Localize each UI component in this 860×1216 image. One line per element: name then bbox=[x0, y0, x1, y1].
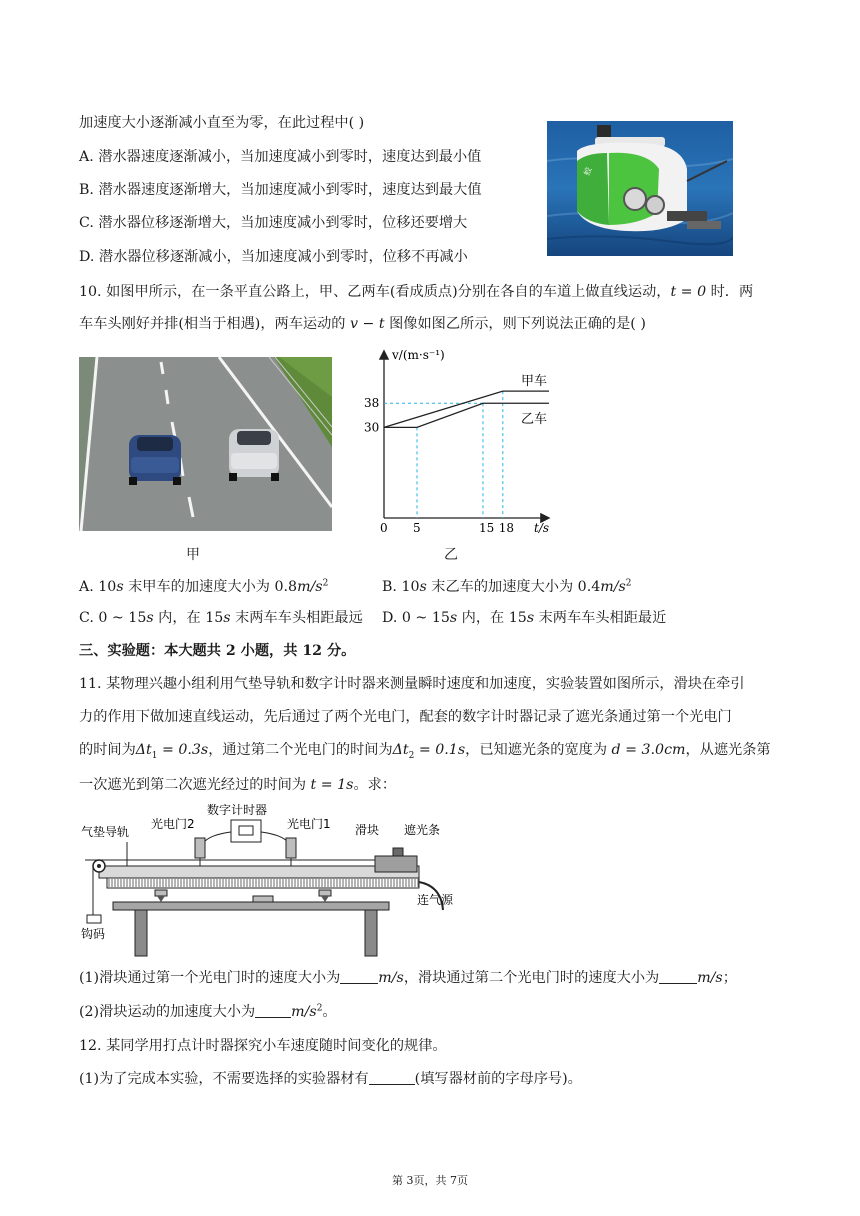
shading-strip bbox=[393, 848, 403, 856]
q10-option-b: B. 10s 末乙车的加速度大小为 $0.4m/s^2$ bbox=[382, 578, 632, 595]
x-tick-15: 15 bbox=[479, 521, 495, 534]
q11-line2: 力的作用下做加速直线运动，先后通过了两个光电门，配套的数字计时器记录了遮光条通过第一个光电门 bbox=[79, 709, 732, 725]
caption-yi: 乙 bbox=[444, 547, 458, 563]
photo-gate-2 bbox=[195, 838, 205, 858]
series-label-yi: 乙车 bbox=[521, 412, 548, 428]
x-axis-label: t/s bbox=[534, 521, 550, 534]
q10-option-d: D. 0 ~ 15s 内，在 15s 末两车车头相距最近 bbox=[382, 610, 667, 626]
q11-line3: 的时间为$\Delta t_1 = 0.3s$，通过第二个光电门的时间为$\Delta t_2 = 0.1s$，已知遮光条的宽度为 d = 3.0cm，从遮光条第 bbox=[79, 742, 771, 761]
q11-line1: 11. 某物理兴趣小组利用气垫导轨和数字计时器来测量瞬时速度和加速度，实验装置如图所示，滑块在牵引 bbox=[79, 676, 745, 692]
y-axis-label: v/(m·s⁻¹) bbox=[392, 348, 445, 362]
q9-option-c: C. 潜水器位移逐渐增大，当加速度减小到零时，位移还要增大 bbox=[79, 215, 468, 231]
q10-option-a: A. 10s 末甲车的加速度大小为 $0.8m/s^2$ bbox=[79, 578, 329, 595]
q9-stem-tail: 加速度大小逐渐减小直至为零，在此过程中( ) bbox=[79, 115, 365, 131]
svg-text:蛟: 蛟 bbox=[582, 166, 594, 177]
label-slider: 滑块 bbox=[355, 823, 380, 837]
q10-option-c: C. 0 ~ 15s 内，在 15s 末两车车头相距最远 bbox=[79, 610, 363, 626]
q11-part1: (1)滑块通过第一个光电门时的速度大小为 m/s，滑块通过第二个光电门时的速度大小为 m/s； bbox=[79, 970, 737, 986]
y-tick-38: 38 bbox=[364, 396, 380, 411]
section-heading: 三、实验题：本大题共 2 小题，共 12 分。 bbox=[79, 643, 356, 659]
vt-chart bbox=[362, 346, 558, 534]
label-timer: 数字计时器 bbox=[207, 803, 268, 817]
q12-stem: 12. 某同学用打点计时器探究小车速度随时间变化的规律。 bbox=[79, 1038, 447, 1054]
submarine-photo bbox=[547, 121, 733, 256]
q9-option-a: A. 潜水器速度逐渐减小，当加速度减小到零时，速度达到最小值 bbox=[79, 149, 482, 165]
label-gate2: 光电门2 bbox=[151, 817, 195, 831]
q10-stem-line1: 10. 如图甲所示，在一条平直公路上，甲、乙两车(看成质点)分别在各自的车道上做直线运动，t = 0 时．两 bbox=[79, 284, 754, 300]
hook-weight bbox=[87, 915, 101, 923]
q12-part1: (1)为了完成本实验，不需要选择的实验器材有 (填写器材前的字母序号)。 bbox=[79, 1071, 582, 1087]
caption-jia: 甲 bbox=[186, 547, 200, 563]
air-track-diagram bbox=[79, 800, 479, 958]
label-air: 连气源 bbox=[417, 893, 454, 907]
road-photo bbox=[79, 357, 332, 531]
q11-line4: 一次遮光到第二次遮光经过的时间为 t = 1s。求： bbox=[79, 777, 397, 793]
label-hook: 钩码 bbox=[81, 927, 106, 941]
x-tick-18: 18 bbox=[498, 521, 515, 534]
slider-block bbox=[375, 856, 417, 872]
q11-part2: (2)滑块运动的加速度大小为 $m/s^2$。 bbox=[79, 1003, 337, 1020]
table bbox=[113, 902, 389, 910]
x-tick-5: 5 bbox=[413, 521, 421, 534]
label-track: 气垫导轨 bbox=[81, 825, 130, 839]
q10-stem-line2: 车车头刚好并排(相当于相遇)，两车运动的 v − t 图像如图乙所示，则下列说法正确的是( ) bbox=[79, 316, 646, 332]
x-tick-0: 0 bbox=[380, 521, 388, 534]
series-label-jia: 甲车 bbox=[521, 374, 548, 390]
label-gate1: 光电门1 bbox=[287, 817, 331, 831]
q9-option-b: B. 潜水器速度逐渐增大，当加速度减小到零时，速度达到最大值 bbox=[79, 182, 482, 198]
q9-option-d: D. 潜水器位移逐渐减小，当加速度减小到零时，位移不再减小 bbox=[79, 249, 468, 265]
label-strip: 遮光条 bbox=[404, 823, 441, 837]
y-tick-30: 30 bbox=[364, 420, 380, 435]
photo-gate-1 bbox=[286, 838, 296, 858]
page-footer: 第 3页，共 7页 bbox=[392, 1174, 468, 1187]
